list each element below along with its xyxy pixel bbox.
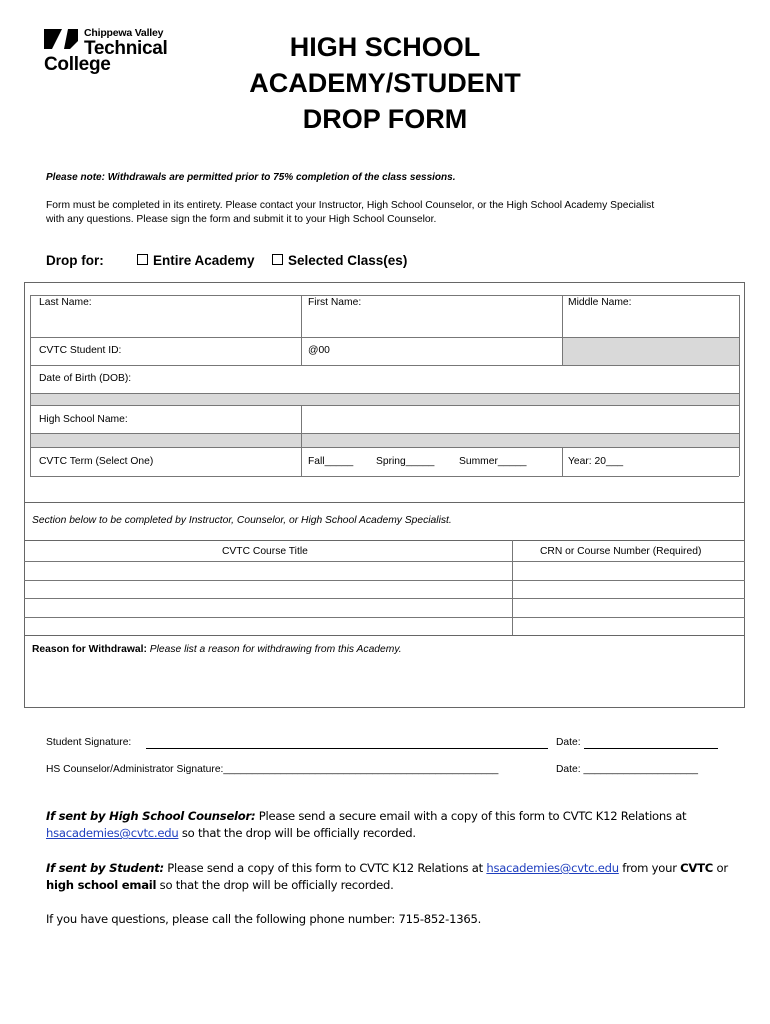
table-line: [562, 447, 563, 476]
table-line: [30, 405, 739, 406]
year-field[interactable]: Year: 20___: [568, 456, 624, 467]
reason-row: [32, 644, 402, 655]
first-name-label: First Name:: [308, 297, 362, 308]
counselor-text: Please send a secure email with a copy of this form to CVTC K12 Relations at: [255, 809, 687, 823]
logo-line-3: College: [44, 54, 111, 75]
term-spring[interactable]: Spring_____: [376, 456, 435, 467]
dob-label: Date of Birth (DOB):: [39, 373, 132, 384]
logo-arrow-icon: [64, 29, 78, 49]
reason-label: Reason for Withdrawal:: [32, 644, 147, 655]
student-signature-label: Student Signature:: [46, 737, 132, 748]
table-line: [24, 561, 745, 562]
logo-mark-icon: [44, 29, 62, 49]
logo-line-2: Technical: [84, 38, 168, 59]
table-line: [512, 540, 513, 635]
table-line: [301, 405, 302, 476]
counselor-tail: so that the drop will be officially recorded.: [178, 826, 416, 840]
table-line: [562, 295, 563, 366]
withdrawal-note: Please note: Withdrawals are permitted prior to 75% completion of the class sessions.: [46, 172, 456, 183]
entire-academy-label: Entire Academy: [153, 253, 255, 268]
last-name-label: Last Name:: [39, 297, 92, 308]
table-line: [30, 476, 739, 477]
questions-line: If you have questions, please call the following phone number: 715-852-1365.: [46, 912, 482, 926]
table-line: [30, 295, 31, 476]
course-title-header: CVTC Course Title: [222, 546, 308, 557]
drop-for-label: Drop for:: [46, 253, 104, 268]
table-line: [24, 580, 745, 581]
student-signature-line[interactable]: [146, 748, 548, 749]
selected-classes-option[interactable]: [272, 253, 407, 268]
term-fall[interactable]: Fall_____: [308, 456, 354, 467]
counselor-signature-label: HS Counselor/Administrator Signature:________________________________________________: [46, 764, 499, 775]
high-school-label: High School Name:: [39, 414, 128, 425]
counselor-lead: If sent by High School Counselor:: [46, 809, 256, 823]
page-title: [220, 29, 550, 137]
cvtc-logo: [44, 27, 174, 77]
logo-line-1: Chippewa Valley: [84, 27, 164, 39]
student-lead: If sent by Student:: [46, 861, 164, 875]
table-line: [30, 365, 739, 366]
student-date-line[interactable]: [584, 748, 718, 749]
term-label: CVTC Term (Select One): [39, 456, 154, 467]
table-line: [24, 540, 745, 541]
section-note: Section below to be completed by Instructor, Counselor, or High School Academy Specialist.: [32, 515, 452, 526]
entire-academy-checkbox[interactable]: [137, 254, 148, 265]
instructions-line-1: Form must be completed in its entirety. Please contact your Instructor, High School Counselor, or the High School Academy Specialist: [46, 200, 655, 211]
table-line: [24, 635, 745, 636]
student-mid: from your: [618, 861, 681, 875]
student-date-label: Date:: [556, 737, 581, 748]
section-divider: [24, 502, 745, 503]
student-id-prefix: @00: [308, 345, 330, 356]
student-instructions: [46, 861, 728, 875]
counselor-instructions: [46, 809, 686, 823]
crn-header: CRN or Course Number (Required): [540, 546, 702, 557]
shaded-row: [30, 434, 739, 447]
selected-classes-label: Selected Class(es): [288, 253, 408, 268]
student-id-label: CVTC Student ID:: [39, 345, 122, 356]
or-text: or: [713, 861, 728, 875]
counselor-date-label: Date: ____________________: [556, 764, 699, 775]
instructions: [46, 199, 736, 227]
title-line-2: ACADEMY/STUDENT: [249, 68, 521, 98]
student-tail: so that the drop will be officially recorded.: [156, 878, 394, 892]
title-line-3: DROP FORM: [302, 104, 468, 134]
shaded-cell: [562, 338, 739, 365]
entire-academy-option[interactable]: [137, 253, 255, 268]
title-line-1: HIGH SCHOOL: [289, 32, 481, 62]
table-line: [301, 295, 302, 366]
table-line: [24, 617, 745, 618]
term-summer[interactable]: Summer_____: [459, 456, 527, 467]
instructions-line-2: with any questions. Please sign the form and submit it to your High School Counselor.: [46, 214, 437, 225]
cvtc-bold: CVTC: [680, 861, 714, 875]
table-line: [24, 598, 745, 599]
counselor-instructions-2: [46, 826, 416, 840]
shaded-row: [30, 394, 739, 405]
student-text: Please send a copy of this form to CVTC K12 Relations at: [163, 861, 487, 875]
student-instructions-2: [46, 878, 394, 892]
hs-email-bold: high school email: [46, 878, 157, 892]
email-link[interactable]: hsacademies@cvtc.edu: [46, 826, 179, 840]
reason-text: Please list a reason for withdrawing from this Academy.: [146, 644, 402, 655]
middle-name-label: Middle Name:: [568, 297, 632, 308]
email-link-2[interactable]: hsacademies@cvtc.edu: [486, 861, 619, 875]
selected-classes-checkbox[interactable]: [272, 254, 283, 265]
table-line: [30, 447, 739, 448]
table-line: [30, 295, 739, 296]
table-line: [739, 295, 740, 476]
